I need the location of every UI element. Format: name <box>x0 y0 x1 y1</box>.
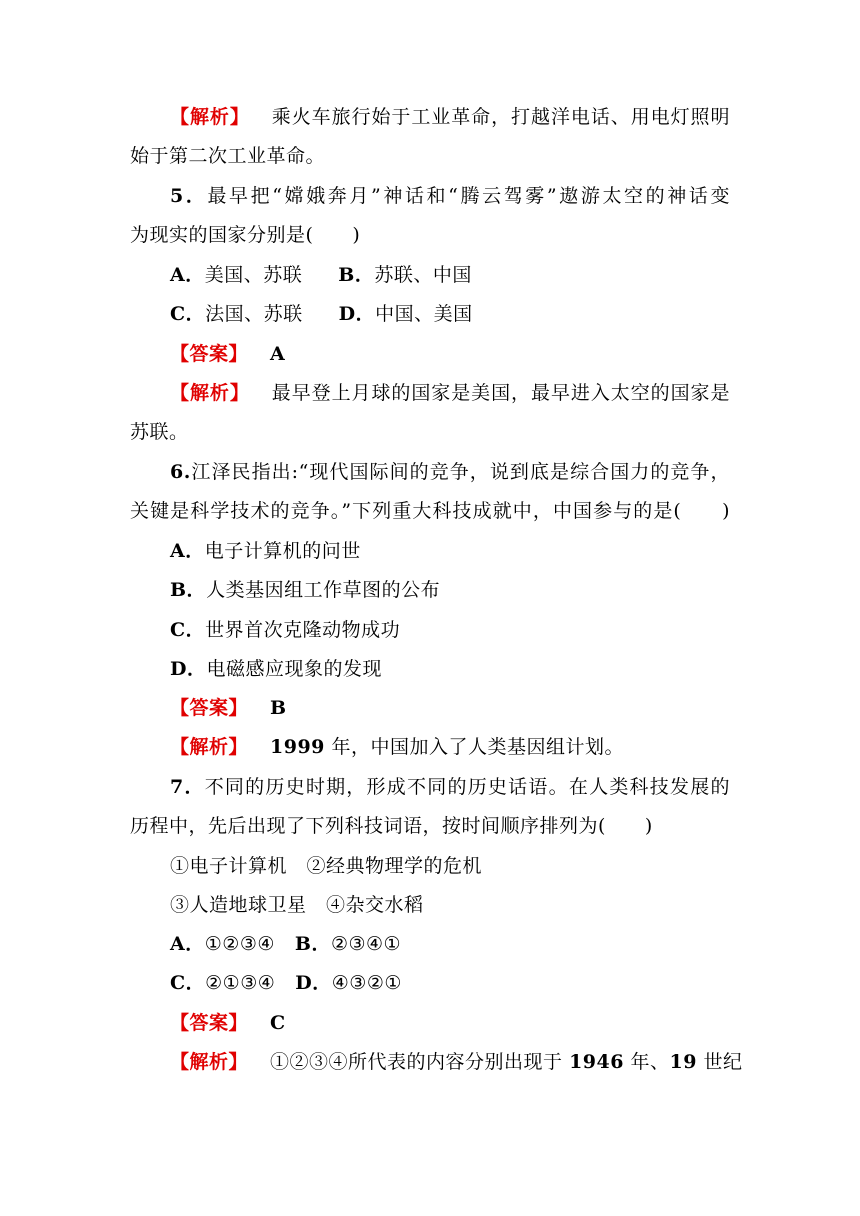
q6-option-d-text: 电磁感应现象的发现 <box>206 658 382 680</box>
q6-analysis-text: 年，中国加入了人类基因组计划。 <box>324 736 624 758</box>
q5-option-b-text: 苏联、中国 <box>374 264 472 286</box>
q5-stem-line-2 <box>130 215 730 255</box>
q7-analysis-year: 1946 <box>569 1051 624 1073</box>
q7-stem-line-2 <box>130 806 730 846</box>
q7-number: 7． <box>170 776 205 798</box>
q7-analysis-text-a: ①②③④所代表的内容分别出现于 <box>270 1051 570 1073</box>
q6-option-a <box>170 531 730 571</box>
q6-option-d-letter: D． <box>170 658 207 680</box>
q5-answer-line <box>170 334 730 374</box>
q7-option-b-text: ②③④① <box>330 933 402 955</box>
q7-option-d-text: ④③②① <box>331 972 402 994</box>
q5-option-a-letter: A． <box>170 264 205 286</box>
q6-option-b <box>170 570 730 610</box>
answer-tag: 【答案】 <box>170 1012 249 1034</box>
q4-analysis-text-2: 始于第二次工业革命。 <box>130 145 326 167</box>
q6-option-c-letter: C． <box>170 619 206 641</box>
q6-option-a-letter: A． <box>170 540 205 562</box>
q5-stem-text-2: 为现实的国家分别是( ) <box>130 224 361 246</box>
q7-option-c-letter: C． <box>170 972 206 994</box>
analysis-tag: 【解析】 <box>170 382 250 404</box>
q5-option-b-letter: B． <box>338 264 375 286</box>
q7-items-text-1: ①电子计算机 ②经典物理学的危机 <box>170 855 483 877</box>
q6-stem-text-1: 江泽民指出:“现代国际间的竞争，说到底是综合国力的竞争， <box>190 461 730 483</box>
q4-analysis-line-2 <box>130 136 730 176</box>
q7-options-row-1 <box>170 924 730 964</box>
q7-option-a-letter: A． <box>170 933 205 955</box>
q7-analysis-text-d: 世纪 <box>696 1051 743 1073</box>
q6-stem-line-1 <box>170 452 730 492</box>
q5-answer: A <box>270 343 286 365</box>
q5-options-row-1 <box>170 255 730 295</box>
q5-option-d-letter: D． <box>338 303 376 325</box>
q7-analysis-century: 19 <box>669 1051 697 1073</box>
q7-analysis-line <box>170 1042 743 1082</box>
q6-answer: B <box>270 697 287 719</box>
q5-option-a-text: 美国、苏联 <box>204 264 303 286</box>
q6-option-b-letter: B． <box>170 579 207 601</box>
q5-analysis-line-2 <box>130 412 730 452</box>
q5-stem-text-1: 最早把“嫦娥奔月”神话和“腾云驾雾”遨游太空的神话变 <box>207 185 730 207</box>
q6-option-d <box>170 649 730 689</box>
q7-option-a-text: ①②③④ <box>204 933 275 955</box>
q6-stem-text-2: 关键是科学技术的竞争。”下列重大科技成就中，中国参与的是( ) <box>130 500 730 522</box>
q7-items-line-1 <box>170 846 730 886</box>
q5-option-d-text: 中国、美国 <box>375 303 473 325</box>
q7-answer: C <box>270 1012 286 1034</box>
q6-number: 6. <box>170 461 191 483</box>
q7-stem-text-2: 历程中，先后出现了下列科技词语，按时间顺序排列为( ) <box>130 815 653 837</box>
q7-option-b-letter: B． <box>294 933 331 955</box>
q4-analysis-text-1: 乘火车旅行始于工业革命，打越洋电话、用电灯照明 <box>271 106 730 128</box>
q7-items-text-2: ③人造地球卫星 ④杂交水稻 <box>170 894 424 916</box>
q7-stem-line-1 <box>170 767 730 807</box>
q6-option-c-text: 世界首次克隆动物成功 <box>205 619 401 641</box>
q7-analysis-text-b: 年、 <box>623 1051 670 1073</box>
q7-answer-line <box>170 1003 730 1043</box>
q5-option-c-letter: C． <box>170 303 206 325</box>
q6-stem-line-2 <box>130 491 730 531</box>
q5-analysis-text-2: 苏联。 <box>130 421 189 443</box>
q4-analysis-line-1 <box>170 97 730 137</box>
answer-tag: 【答案】 <box>170 697 249 719</box>
q6-analysis-line <box>170 727 730 767</box>
q5-analysis-line-1 <box>170 373 730 413</box>
q7-option-c-text: ②①③④ <box>205 972 276 994</box>
q7-stem-text-1: 不同的历史时期，形成不同的历史话语。在人类科技发展的 <box>204 776 730 798</box>
q5-number: 5． <box>170 185 208 207</box>
q5-analysis-text-1: 最早登上月球的国家是美国，最早进入太空的国家是 <box>271 382 730 404</box>
q5-stem-line-1 <box>170 176 730 216</box>
q5-options-row-2 <box>170 294 730 334</box>
analysis-tag: 【解析】 <box>170 736 249 758</box>
q6-answer-line <box>170 688 730 728</box>
q6-option-a-text: 电子计算机的问世 <box>204 540 361 562</box>
q6-analysis-year: 1999 <box>270 736 325 758</box>
q6-option-b-text: 人类基因组工作草图的公布 <box>206 579 441 601</box>
analysis-tag: 【解析】 <box>170 1051 249 1073</box>
q7-items-line-2 <box>170 885 730 925</box>
q7-options-row-2 <box>170 963 730 1003</box>
answer-tag: 【答案】 <box>170 343 249 365</box>
q7-option-d-letter: D． <box>295 972 332 994</box>
q6-option-c <box>170 610 730 650</box>
q5-option-c-text: 法国、苏联 <box>205 303 303 325</box>
analysis-tag: 【解析】 <box>170 106 250 128</box>
